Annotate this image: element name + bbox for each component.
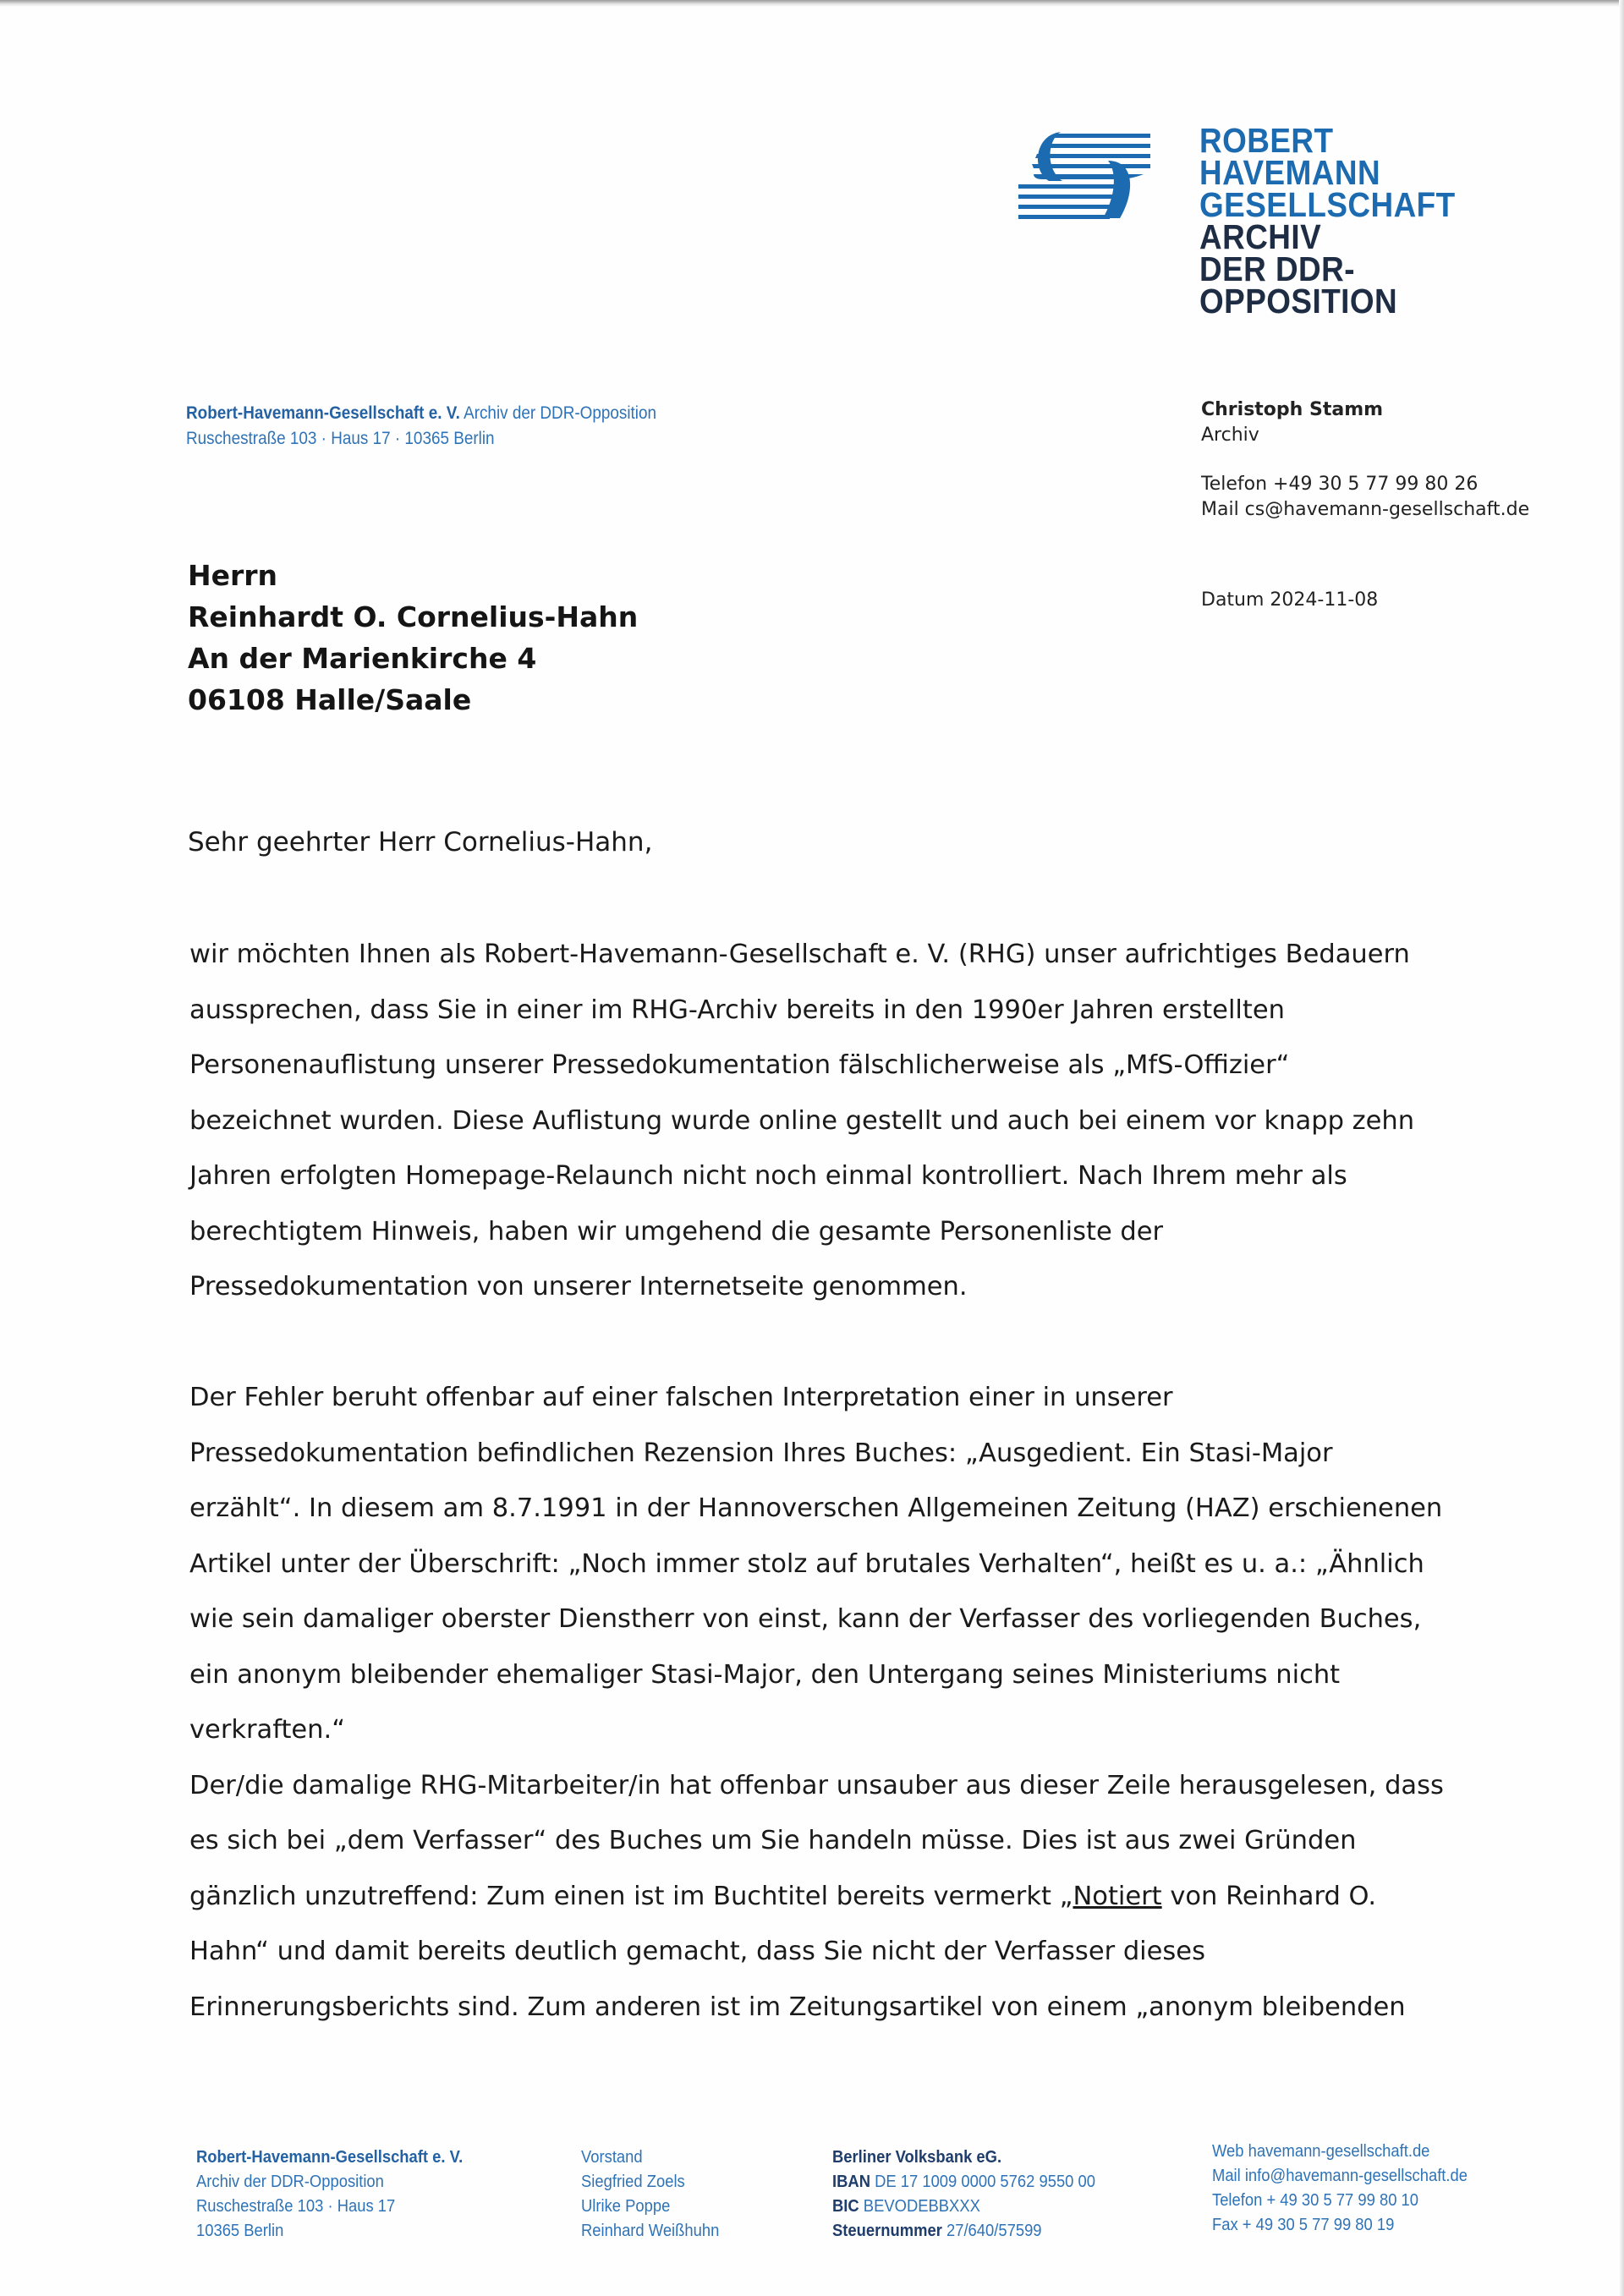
body-line: Pressedokumentation von unserer Internetseite genommen. — [189, 1272, 968, 1301]
contact-name: Christoph Stamm — [1201, 399, 1384, 420]
body-line: berechtigtem Hinweis, haben wir umgehend die gesamte Personenliste der — [189, 1216, 1164, 1247]
recipient-line-1: Herrn — [188, 559, 278, 592]
body-paragraph-2 — [189, 1370, 1444, 2035]
rhg-s-logo-icon — [1008, 127, 1160, 228]
logo-line-1: ROBERT HAVEMANN — [1199, 121, 1381, 192]
body-line: verkraften.“ — [189, 1715, 345, 1745]
footer-tax-value: 27/640/57599 — [941, 2222, 1042, 2240]
footer-board-member: Ulrike Poppe — [581, 2197, 671, 2216]
body-line-pre: gänzlich unzutreffend: Zum einen ist im Buchtitel bereits vermerkt „ — [189, 1881, 1073, 1911]
body-line: Jahren erfolgten Homepage-Relaunch nicht noch einmal kontrolliert. Nach Ihrem mehr als — [189, 1161, 1347, 1191]
recipient-line-4: 06108 Halle/Saale — [188, 683, 472, 716]
contact-mail: Mail cs@havemann-gesellschaft.de — [1201, 499, 1530, 520]
footer-iban-label: IBAN — [832, 2173, 870, 2191]
logo-line-2 — [1199, 185, 1519, 256]
footer-tax-label: Steuernummer — [832, 2222, 942, 2240]
body-line: es sich bei „dem Verfasser“ des Buches um Sie handeln müsse. Dies ist aus zwei Gründen — [189, 1826, 1357, 1855]
footer-org-line: Archiv der DDR-Opposition — [196, 2173, 384, 2191]
contact-phone: Telefon +49 30 5 77 99 80 26 — [1201, 474, 1479, 495]
sender-return-address — [186, 401, 656, 452]
footer-bic-label: BIC — [832, 2197, 859, 2216]
body-line: Erinnerungsberichts sind. Zum anderen ist im Zeitungsartikel von einem „anonym bleibenden — [189, 1992, 1406, 2022]
footer-iban — [832, 2170, 1095, 2195]
body-line-post: von Reinhard O. — [1161, 1881, 1377, 1911]
logo-line-2-b: ARCHIV — [1199, 217, 1322, 256]
sender-org-line — [186, 401, 656, 426]
body-line: Pressedokumentation befindlichen Rezension Ihres Buches: „Ausgedient. Ein Stasi-Major — [189, 1438, 1333, 1468]
footer-bank — [832, 2145, 1095, 2244]
footer-board — [581, 2145, 719, 2244]
sender-org-suffix: Archiv der DDR-Opposition — [459, 403, 657, 423]
contact-role: Archiv — [1201, 425, 1259, 446]
footer-bic-value: BEVODEBBXXX — [859, 2197, 980, 2216]
letter-date: Datum 2024-11-08 — [1201, 589, 1379, 611]
body-line: bezeichnet wurden. Diese Auflistung wurde online gestellt und auch bei einem vor knapp zehn — [189, 1105, 1415, 1136]
salutation: Sehr geehrter Herr Cornelius-Hahn, — [188, 827, 653, 858]
footer-bic — [832, 2195, 1095, 2219]
footer-board-member: Siegfried Zoels — [581, 2173, 685, 2191]
body-line: Der/die damalige RHG-Mitarbeiter/in hat offenbar unsauber aus dieser Zeile herausgelesen, dass — [189, 1770, 1444, 1800]
footer-org-line: Ruschestraße 103 · Haus 17 — [196, 2197, 396, 2216]
body-paragraph-1 — [189, 927, 1441, 1315]
scan-top-edge — [0, 0, 1624, 7]
footer-web: Web havemann-gesellschaft.de — [1212, 2142, 1430, 2161]
footer-org-line: 10365 Berlin — [196, 2222, 284, 2240]
contact-block — [1201, 397, 1529, 523]
body-line — [189, 1869, 1441, 1925]
sender-address: Ruschestraße 103 · Haus 17 · 10365 Berlin — [186, 429, 495, 448]
body-line: Der Fehler beruht offenbar auf einer falschen Interpretation einer in unserer — [189, 1383, 1173, 1412]
footer-org — [196, 2145, 463, 2244]
footer-tax — [832, 2219, 1095, 2244]
footer-board-title: Vorstand — [581, 2148, 643, 2167]
footer-phone: Telefon + 49 30 5 77 99 80 10 — [1212, 2191, 1419, 2210]
recipient-line-2: Reinhardt O. Cornelius-Hahn — [188, 600, 639, 633]
scan-right-edge — [1619, 0, 1624, 2296]
recipient-line-3: An der Marienkirche 4 — [188, 642, 537, 675]
body-line: wir möchten Ihnen als Robert-Havemann-Gesellschaft e. V. (RHG) unser aufrichtiges Bedauern — [189, 940, 1410, 969]
body-line: Hahn“ und damit bereits deutlich gemacht, dass Sie nicht der Verfasser dieses — [189, 1937, 1205, 1966]
footer-contact — [1212, 2140, 1468, 2238]
logo-line-3: DER DDR-OPPOSITION — [1199, 249, 1398, 321]
footer-org-name: Robert-Havemann-Gesellschaft e. V. — [196, 2148, 464, 2167]
body-line: Artikel unter der Überschrift: „Noch immer stolz auf brutales Verhalten“, heißt es u. a.: „Ähnlich — [189, 1548, 1424, 1579]
logo-wordmark — [1199, 121, 1519, 321]
body-line: aussprechen, dass Sie in einer im RHG-Archiv bereits in den 1990er Jahren erstellten — [189, 995, 1285, 1025]
footer-board-member: Reinhard Weißhuhn — [581, 2222, 720, 2240]
footer-iban-value: DE 17 1009 0000 5762 9550 00 — [870, 2173, 1095, 2191]
footer-mail: Mail info@havemann-gesellschaft.de — [1212, 2167, 1468, 2185]
body-line: erzählt“. In diesem am 8.7.1991 in der Hannoverschen Allgemeinen Zeitung (HAZ) erschienenen — [189, 1493, 1443, 1523]
footer-bank-name: Berliner Volksbank eG. — [832, 2148, 1002, 2167]
body-line: ein anonym bleibender ehemaliger Stasi-Major, den Untergang seines Ministeriums nicht — [189, 1659, 1341, 1690]
body-line: Personenauflistung unserer Pressedokumentation fälschlicherweise als „MfS-Offizier“ — [189, 1050, 1290, 1080]
recipient-address — [188, 555, 638, 721]
footer-fax: Fax + 49 30 5 77 99 80 19 — [1212, 2216, 1395, 2234]
logo-line-2-a: GESELLSCHAFT — [1199, 185, 1456, 224]
underlined-word: Notiert — [1073, 1881, 1162, 1911]
body-line: wie sein damaliger oberster Dienstherr von einst, kann der Verfasser des vorliegenden Buches, — [189, 1604, 1422, 1634]
sender-org: Robert-Havemann-Gesellschaft e. V. — [186, 403, 460, 423]
